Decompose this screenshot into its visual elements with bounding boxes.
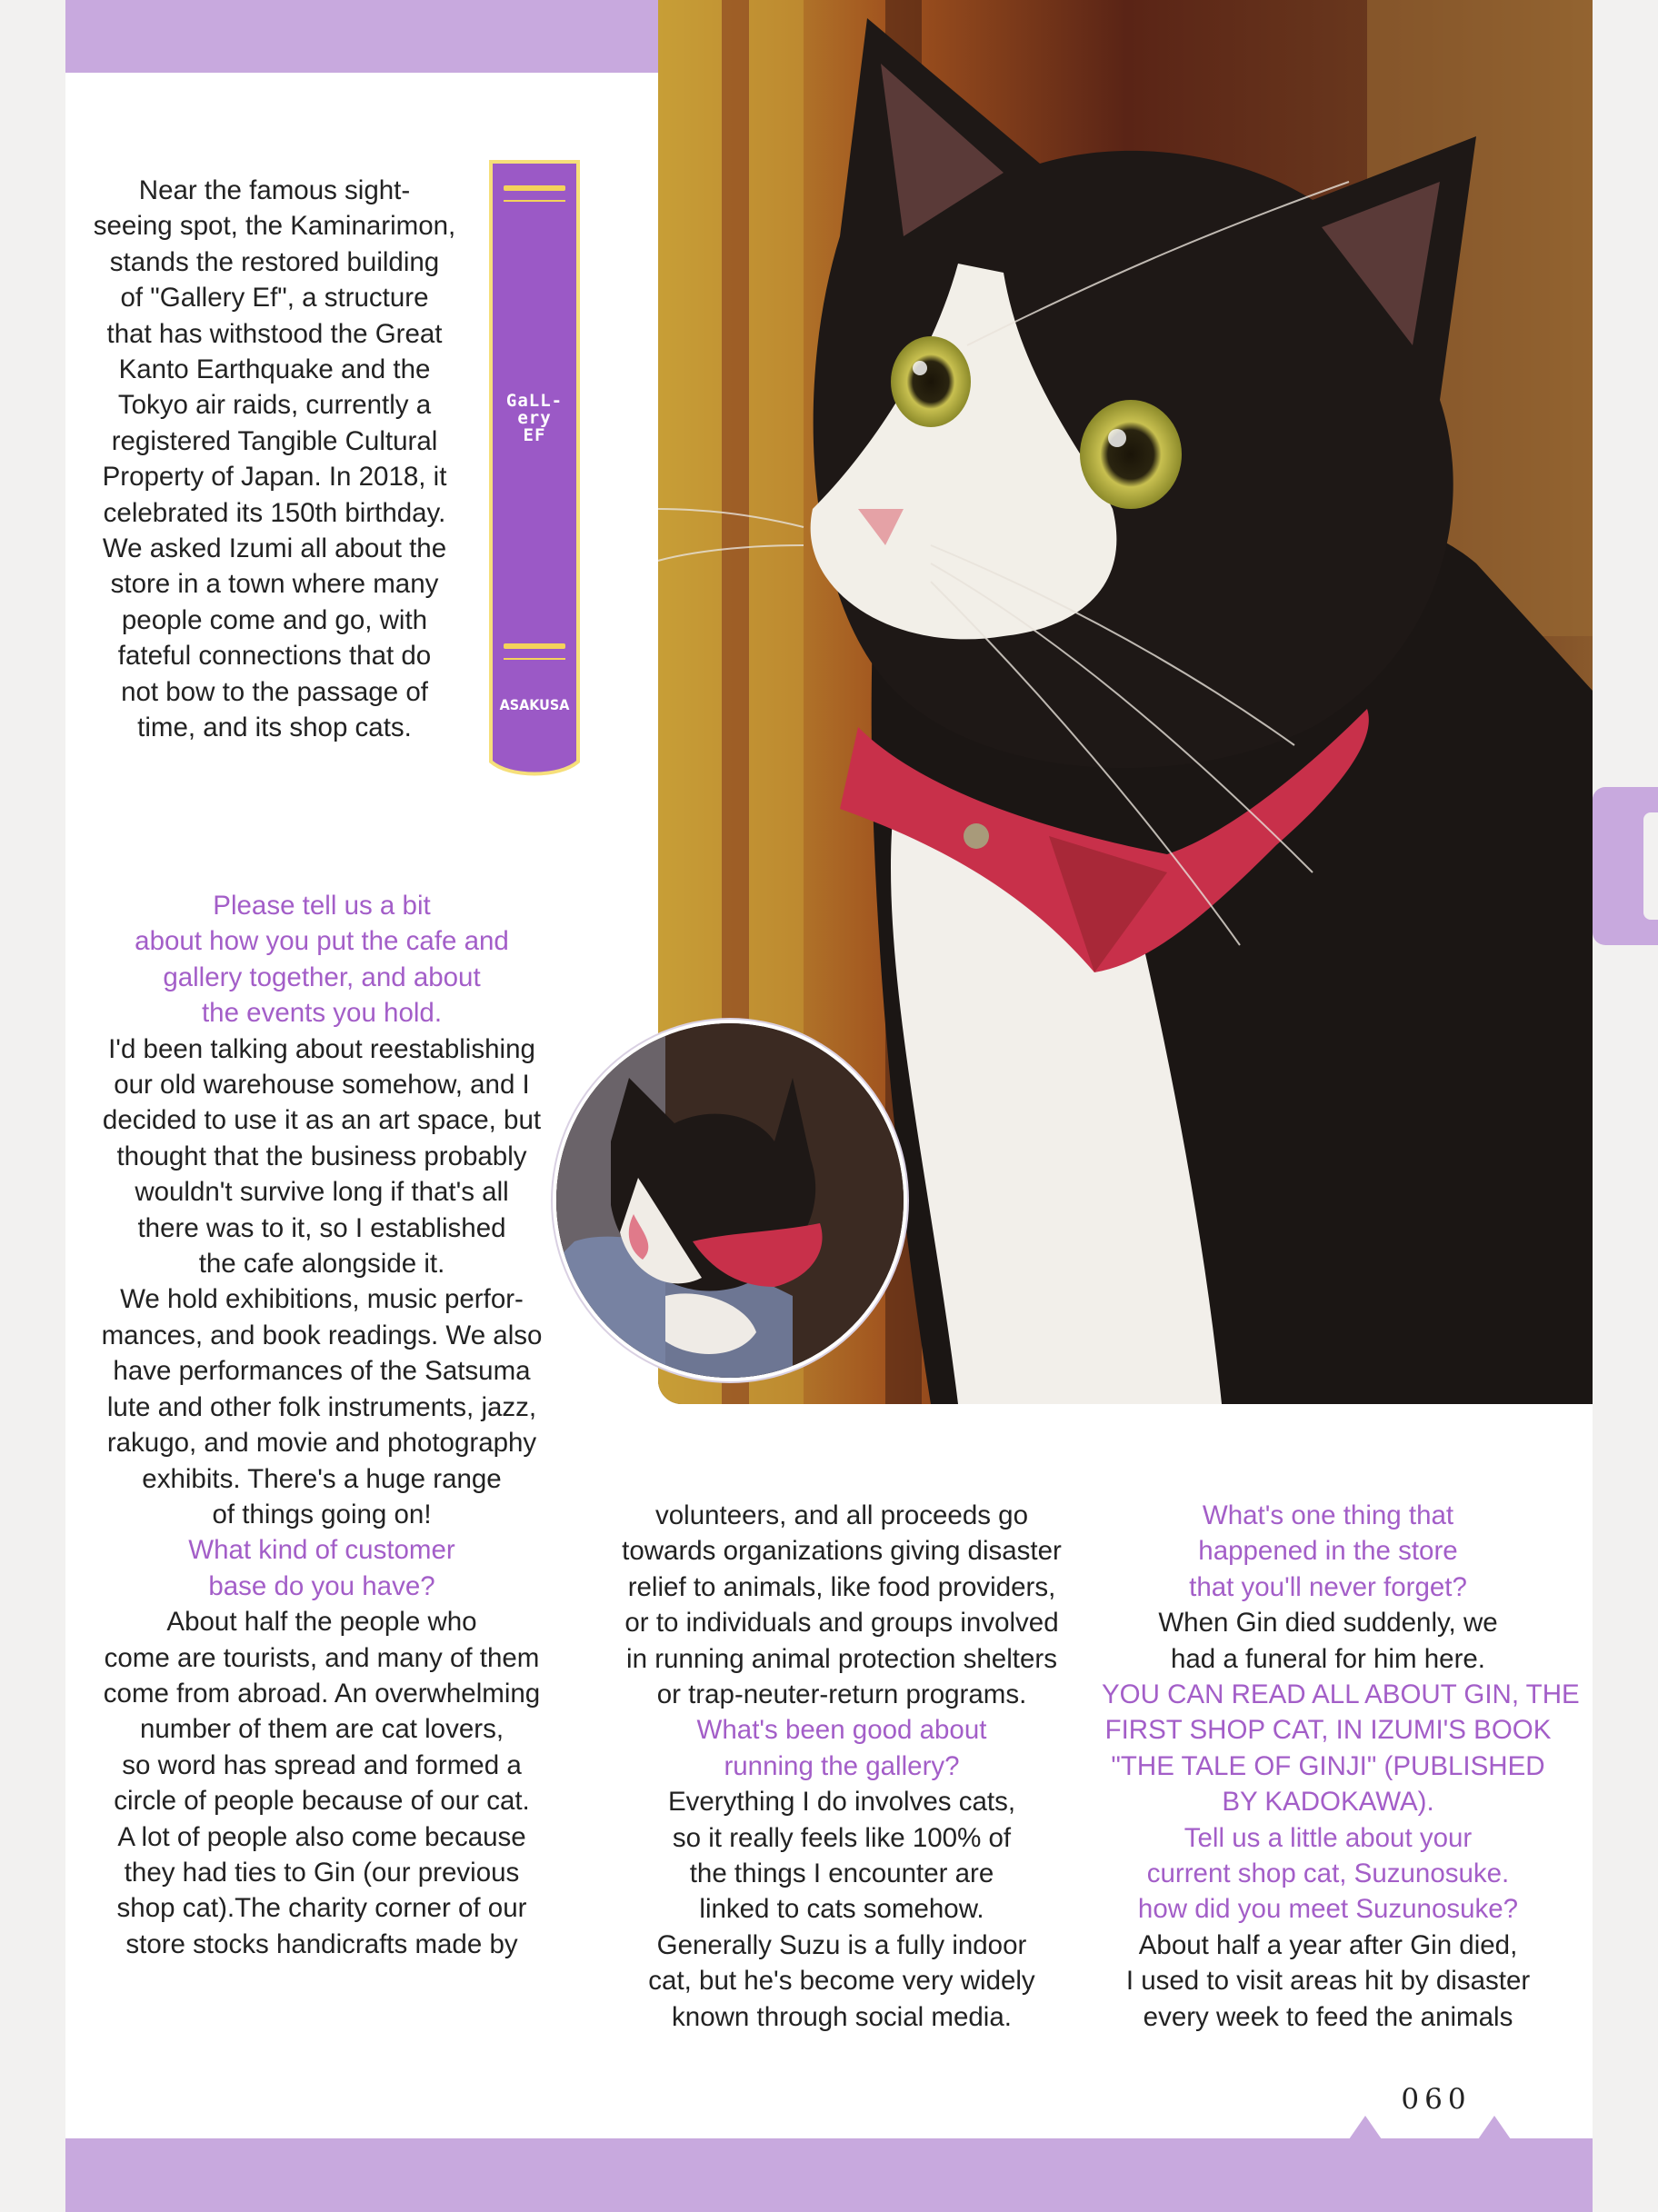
text-line: I'd been talking about reestablishing (108, 1033, 535, 1064)
text-line: rakugo, and movie and photography (106, 1428, 537, 1459)
question-line: base do you have? (208, 1570, 435, 1601)
text-line: registered Tangible Cultural (111, 425, 438, 456)
question-line: the events you hold. (201, 998, 443, 1029)
question-line: What's one thing that (1202, 1500, 1454, 1530)
text-line: people come and go, with (121, 604, 428, 635)
text-line: fateful connections that do (117, 641, 432, 672)
text-line: that has withstood the Great (106, 318, 443, 349)
text-line: not bow to the passage of (121, 676, 428, 707)
text-line: Everything I do involves cats, (667, 1787, 1016, 1818)
text-line: mances, and book readings. We also (101, 1320, 543, 1350)
text-line: every week to feed the animals (1143, 2001, 1513, 2032)
text-line: cat, but he's become very widely (648, 1966, 1035, 1997)
page-number-notch (1349, 2116, 1382, 2139)
bookmark-title: GaLL- ery EF (505, 391, 564, 445)
section-bookmark (487, 158, 582, 785)
page-number: 060 (1401, 2083, 1472, 2116)
text-line: We hold exhibitions, music perfor- (120, 1284, 524, 1315)
text-line: store stocks handicrafts made by (125, 1928, 518, 1959)
text-line: or trap-neuter-return programs. (656, 1679, 1027, 1710)
question-line: What kind of customer (188, 1535, 455, 1566)
text-line: in running animal protection shelters (626, 1643, 1057, 1674)
bottom-accent-bar (65, 2138, 1593, 2212)
text-line: Kanto Earthquake and the (118, 354, 431, 385)
photo-icon (556, 1023, 904, 1378)
text-line: celebrated its 150th birthday. (103, 497, 446, 528)
text-line: About half the people who (166, 1607, 477, 1638)
bookmark-stripe (504, 200, 565, 202)
question-line: current shop cat, Suzunosuke. (1146, 1858, 1510, 1889)
question-line: YOU CAN READ ALL ABOUT GIN, THE (1102, 1679, 1580, 1710)
question-line: FIRST SHOP CAT, IN IZUMI'S BOOK (1104, 1715, 1552, 1746)
question-line: how did you meet Suzunosuke? (1137, 1894, 1519, 1925)
text-line: thought that the business probably (116, 1141, 527, 1171)
text-line: Generally Suzu is a fully indoor (656, 1929, 1027, 1960)
bookmark-stripe (504, 643, 565, 649)
text-line: number of them are cat lovers, (139, 1714, 504, 1745)
text-line: relief to animals, like food providers, (627, 1571, 1056, 1602)
question-line: "THE TALE OF GINJI" (PUBLISHED (1111, 1750, 1545, 1781)
text-line: store in a town where many (110, 569, 439, 600)
text-line: seeing spot, the Kaminarimon, (93, 211, 456, 242)
question-line: What's been good about (696, 1715, 987, 1746)
text-line: linked to cats somehow. (699, 1894, 984, 1925)
text-line: We asked Izumi all about the (102, 533, 447, 564)
bookmark-stripe (504, 658, 565, 660)
text-line: our old warehouse somehow, and I (114, 1070, 530, 1101)
question-line: happened in the store (1198, 1536, 1458, 1567)
text-line: About half a year after Gin died, (1138, 1929, 1518, 1960)
text-line: circle of people because of our cat. (114, 1786, 530, 1817)
text-line: Property of Japan. In 2018, it (102, 462, 447, 493)
text-line: Near the famous sight- (138, 175, 411, 205)
bookmark-stripe (504, 185, 565, 191)
question-line: gallery together, and about (163, 962, 481, 992)
text-line: lute and other folk instruments, jazz, (106, 1391, 537, 1422)
top-accent-bar (65, 0, 658, 73)
bookmark-ribbon-icon (487, 158, 582, 785)
text-line: the cafe alongside it. (198, 1249, 445, 1280)
side-tab (1593, 787, 1658, 945)
inset-cat-photo (553, 1020, 907, 1381)
bookmark-location: ASAKUSA (499, 696, 570, 713)
text-line: exhibits. There's a huge range (142, 1463, 502, 1494)
interview-column-3 (1102, 1498, 1580, 2035)
text-line: decided to use it as an art space, but (102, 1105, 542, 1136)
text-line: stands the restored building (109, 246, 440, 277)
text-line: come are tourists, and many of them (104, 1642, 540, 1673)
question-line: BY KADOKAWA). (1222, 1787, 1434, 1818)
text-line: they had ties to Gin (our previous (124, 1857, 520, 1888)
intro-paragraph (89, 173, 460, 746)
text-line: wouldn't survive long if that's all (135, 1177, 509, 1208)
text-line: of things going on! (212, 1499, 432, 1529)
question-line: running the gallery? (724, 1750, 960, 1781)
text-line: so word has spread and formed a (122, 1749, 522, 1780)
text-line: A lot of people also come because (117, 1821, 526, 1852)
interview-column-2 (605, 1498, 1078, 2035)
text-line: time, and its shop cats. (137, 712, 412, 743)
question-line: that you'll never forget? (1189, 1571, 1467, 1602)
text-line: When Gin died suddenly, we (1158, 1608, 1498, 1639)
text-line: had a funeral for him here. (1170, 1643, 1485, 1674)
text-line: come from abroad. An overwhelming (103, 1678, 541, 1709)
text-line: I used to visit areas hit by disaster (1125, 1966, 1531, 1997)
interview-column-1 (89, 888, 554, 1962)
text-line: towards organizations giving disaster (622, 1536, 1062, 1567)
question-line: Please tell us a bit (213, 891, 431, 921)
text-line: or to individuals and groups involved (624, 1608, 1059, 1639)
text-line: there was to it, so I established (137, 1212, 506, 1243)
question-line: Tell us a little about your (1184, 1822, 1473, 1853)
question-line: about how you put the cafe and (135, 926, 509, 957)
text-line: of "Gallery Ef", a structure (120, 283, 429, 314)
text-line: so it really feels like 100% of (672, 1822, 1012, 1853)
text-line: known through social media. (672, 2001, 1012, 2032)
text-line: have performances of the Satsuma (113, 1356, 531, 1387)
text-line: shop cat).The charity corner of our (116, 1893, 527, 1924)
text-line: volunteers, and all proceeds go (655, 1500, 1028, 1530)
text-line: the things I encounter are (689, 1858, 994, 1889)
text-line: Tokyo air raids, currently a (117, 390, 432, 421)
page-number-notch (1478, 2116, 1511, 2139)
